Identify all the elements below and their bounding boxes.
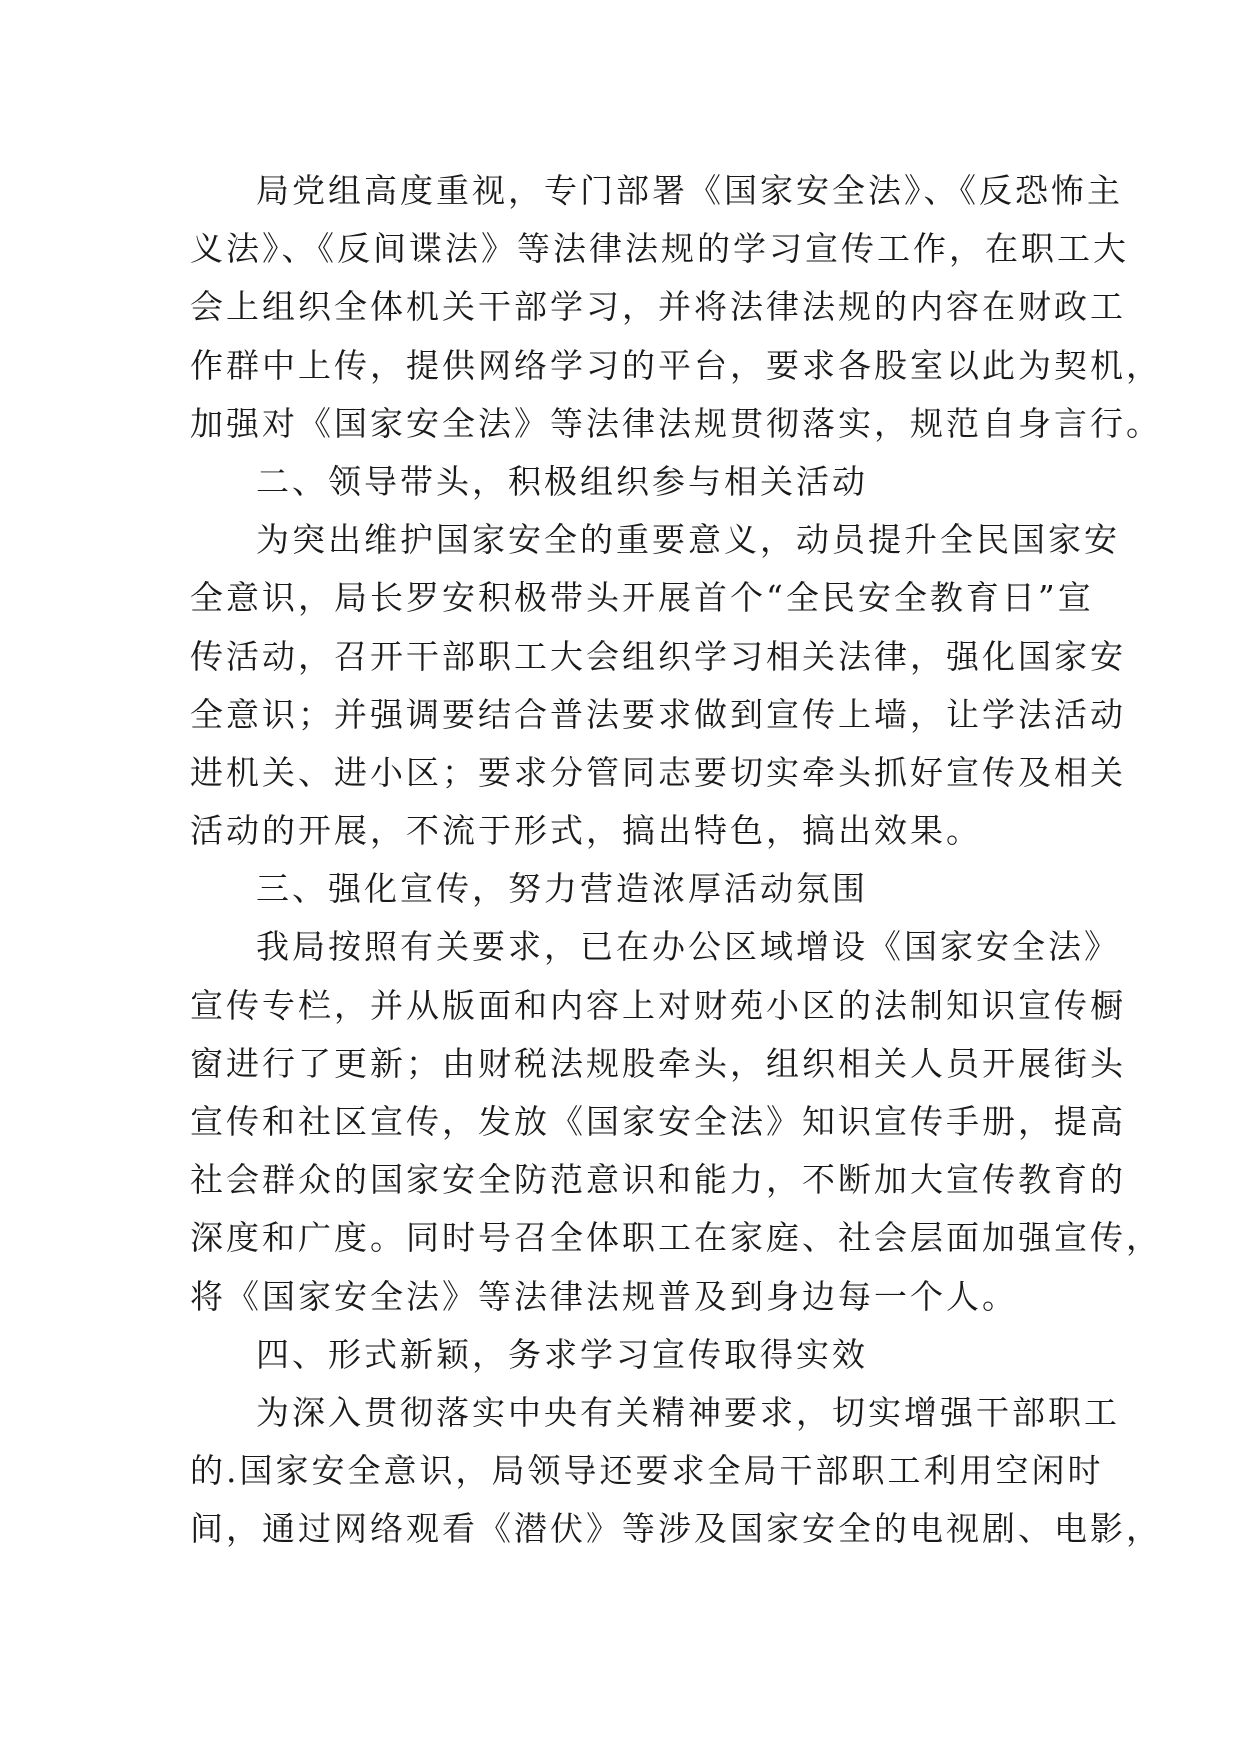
text-line: 深度和广度。同时号召全体职工在家庭、社会层面加强宣传， [190, 1218, 1162, 1258]
body-text [190, 162, 1162, 1559]
text-line: 宣传专栏，并从版面和内容上对财苑小区的法制知识宣传橱 [190, 985, 1126, 1025]
section-heading: 二、领导带头，积极组织参与相关活动 [256, 461, 868, 501]
text-line: 窗进行了更新；由财税法规股牵头，组织相关人员开展街头 [190, 1043, 1126, 1083]
text-line: 活动的开展，不流于形式，搞出特色，搞出效果。 [190, 811, 982, 851]
text-line: 会上组织全体机关干部学习，并将法律法规的内容在财政工 [190, 287, 1126, 327]
text-line: 将《国家安全法》等法律法规普及到身边每一个人。 [190, 1276, 1018, 1316]
text-line: 社会群众的国家安全防范意识和能力，不断加大宣传教育的 [190, 1160, 1126, 1200]
text-line: 间，通过网络观看《潜伏》等涉及国家安全的电视剧、电影， [190, 1509, 1162, 1549]
text-line: 作群中上传，提供网络学习的平台，要求各股室以此为契机， [190, 345, 1162, 385]
text-line: 义法》、《反间谍法》等法律法规的学习宣传工作，在职工大 [190, 229, 1129, 269]
text-line: 的.国家安全意识，局领导还要求全局干部职工利用空闲时 [190, 1451, 1104, 1491]
text-line: 全意识；并强调要结合普法要求做到宣传上墙，让学法活动 [190, 694, 1126, 734]
text-line: 进机关、进小区；要求分管同志要切实牵头抓好宣传及相关 [190, 752, 1126, 792]
text-line: 传活动，召开干部职工大会组织学习相关法律，强化国家安 [190, 636, 1126, 676]
text-line: 全意识，局长罗安积极带头开展首个“全民安全教育日”宣 [190, 578, 1094, 618]
text-line: 局党组高度重视，专门部署《国家安全法》、《反恐怖主 [256, 171, 1123, 210]
section-heading: 三、强化宣传，努力营造浓厚活动氛围 [256, 869, 868, 909]
section-heading: 四、形式新颖，务求学习宣传取得实效 [256, 1334, 868, 1374]
text-line: 我局按照有关要求，已在办公区域增设《国家安全法》 [256, 927, 1120, 967]
text-line: 为深入贯彻落实中央有关精神要求，切实增强干部职工 [256, 1392, 1120, 1432]
text-line: 宣传和社区宣传，发放《国家安全法》知识宣传手册，提高 [190, 1102, 1126, 1141]
text-line: 加强对《国家安全法》等法律法规贯彻落实，规范自身言行。 [190, 403, 1162, 443]
text-line: 为突出维护国家安全的重要意义，动员提升全民国家安 [256, 520, 1120, 560]
